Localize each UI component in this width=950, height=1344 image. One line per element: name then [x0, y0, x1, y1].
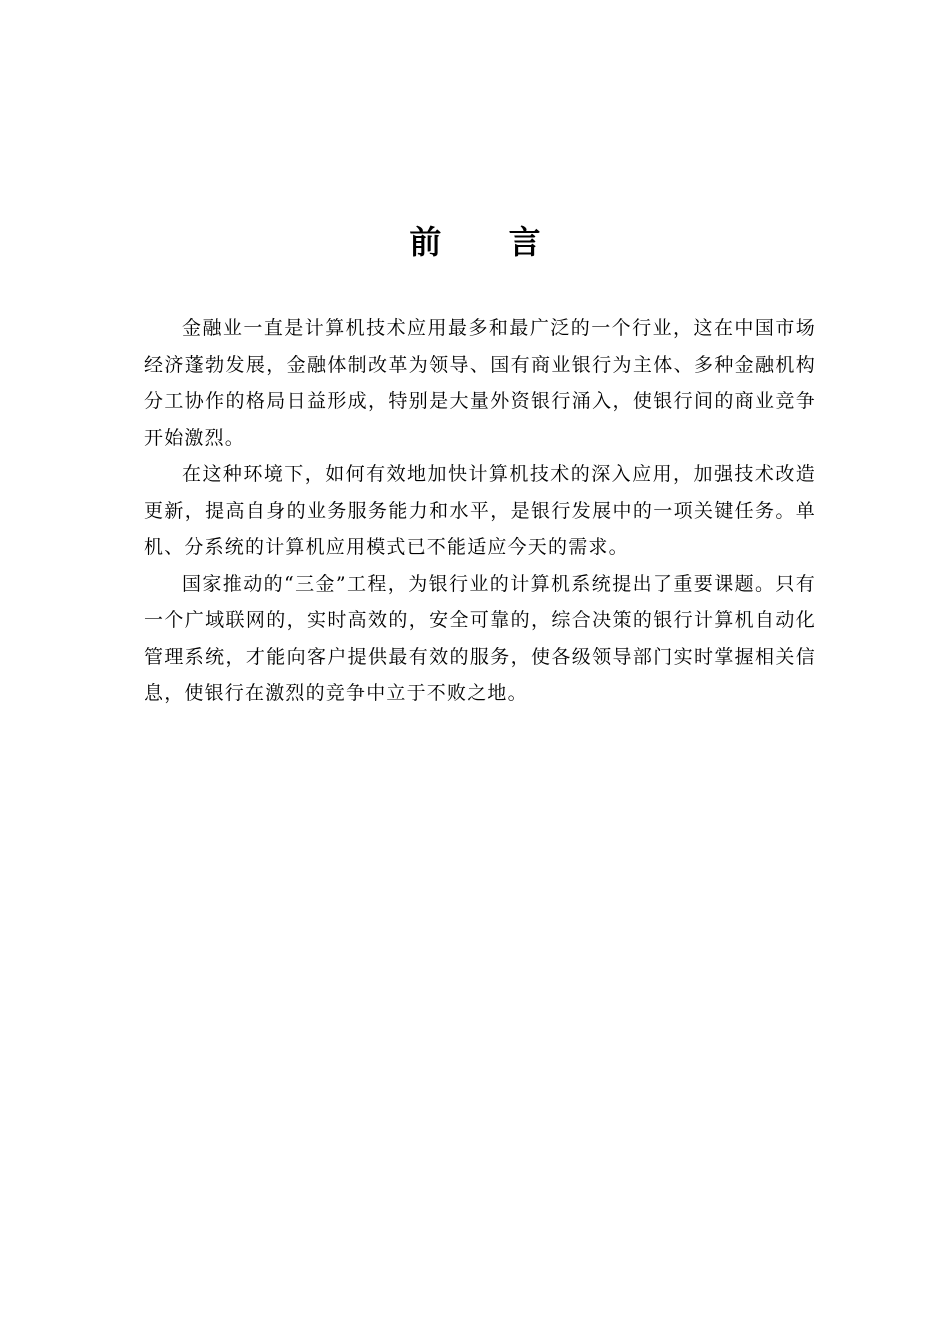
page-title: 前 言 — [409, 223, 569, 261]
paragraph-3: 国家推动的“三金”工程，为银行业的计算机系统提出了重要课题。只有一个广域联网的，实时高效的，安全可靠的，综合决策的银行计算机自动化管理系统，才能向客户提供最有效的服务，使各级领导部门实时掌握相关信息，使银行在激烈的竞争中立于不败之地。 — [144, 572, 816, 704]
preface-body — [144, 310, 816, 712]
paragraph-2: 在这种环境下，如何有效地加快计算机技术的深入应用，加强技术改造更新，提高自身的业务服务能力和水平，是银行发展中的一项关键任务。单机、分系统的计算机应用模式已不能适应今天的需求。 — [144, 463, 816, 558]
paragraph-1: 金融业一直是计算机技术应用最多和最广泛的一个行业，这在中国市场经济蓬勃发展，金融体制改革为领导、国有商业银行为主体、多种金融机构分工协作的格局日益形成，特别是大量外资银行涌入，使银行间的商业竞争开始激烈。 — [144, 317, 816, 449]
